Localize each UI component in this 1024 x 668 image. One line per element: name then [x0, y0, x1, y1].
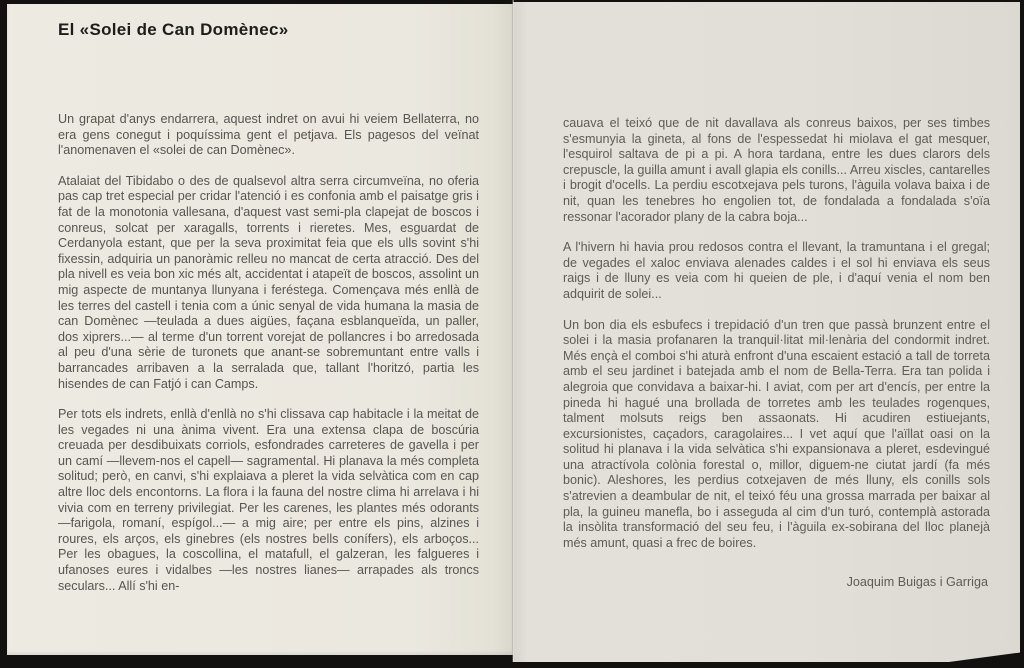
paragraph: A l'hivern hi havia prou redosos contra el llevant, la tramuntana i el gregal; de vegades el xaloc enviava alenades caldes i el sol hi enviava els seus raigs i de lluny es veia com hi queien de ple, i d'aquí venia el nom ben adquirit de solei... — [563, 240, 990, 301]
left-page — [7, 4, 513, 655]
page-title: El «Solei de Can Domènec» — [58, 20, 289, 39]
paragraph: Atalaiat del Tibidabo o des de qualsevol altra serra circumveïna, no oferia pas cap tret especial per cridar l'atenció i es confonia amb el paisatge gris i fat de la monotonia vallesana, d'aquest vast semi-pla clapejat de boscos i conreus, solcat per xaragalls, torrents i rieretes. Mes, esguardat de Cerdanyola estant, que per la seva proximitat feia que els ulls sovint s'hi fixessin, adquiria un panoràmic relleu no mancat de certa atracció. Des del pla nivell es veia bon xic més alt, accidentat i atapeït de boscos, assolint un mig aspecte de muntanya llunyana i feréstega. Començava més enllà de les terres del castell i tenia com a únic senyal de vida humana la masia de can Domènec —teulada a dues aigües, façana esblanqueïda, un paller, dos xiprers...— al terme d'un torrent vorejat de pollancres i bo arredosada al peu d'una sèrie de turonets que anant-se sobremuntant entre valls i barrancades arribaven a la serralada que, tallant l'horitzó, partia les hisendes de can Fatjó i can Camps. — [58, 173, 479, 391]
book-gutter-shadow — [512, 0, 514, 662]
paragraph: Per tots els indrets, enllà d'enllà no s'hi clissava cap habitacle i la meitat de les vegades ni una ànima vivent. Era una extensa clapa de boscúria creuada per desdibuixats corriols, esfondrades carreteres de gavella i per un camí —llevem-nos el capell— sagramental. Hi planava la més completa solitud; però, en canvi, s'hi explaiava a pleret la vida selvàtica com en cap altre lloc dels encontorns. La flora i la fauna del nostre clima hi arrelava i hi vivia com en terreny privilegiat. Per les carenes, les plantes més odorants —farigola, romaní, espígol...— a mig aire; per entre els pins, alzines i roures, els arços, els ginebres (els nostres bells conífers), els arboços... Per les obagues, la coscollina, el matafull, el galzeran, les falgueres i ufanoses eures i vidalbes —les nostres lianes— arrapades als troncs seculars... Allí s'hi en- — [58, 407, 479, 593]
paragraph: cauava el teixó que de nit davallava als conreus baixos, per ses timbes s'esmunyia la gineta, al fons de l'espessedat hi miolava el gat mesquer, l'esquirol saltava de pi a pi. A hora tardana, entre les dues clarors dels crepuscle, la guilla amunt i avall glapia els conills... Arreu xiscles, cantarelles i brogit d'ocells. La perdiu escotxejava pels turons, l'àguila volava baixa i de nit, quan les tenebres ho engolien tot, de fondalada a fondalada s'oïa ressonar l'acorador plany de la cabra boja... — [563, 116, 990, 224]
paragraph: Un bon dia els esbufecs i trepidació d'un tren que passà brunzent entre el solei i la masia profanaren la tranquil·litat mil·lenària del condormit indret. Més ençà el comboi s'hi aturà enfront d'una escaient estació a tall de torreta amb el seu jardinet i batejada amb el nom de Bella-Terra. Era tan polida i alegroia que convidava a baixar-hi. I aviat, com per art d'encís, per entre la pineda hi hagué una brollada de torretes amb les teulades rogenques, talment molsuts reigs ben assaonats. Hi acudiren estiuejants, excursionistes, caçadors, caragolaires... I vet aquí que l'aïllat oasi on la solitud hi planava i la vida selvàtica s'hi expansionava a pleret, esdevingué una atractívola colònia forestal o, millor, diguem-ne ciutat jardí (fa més bonic). Aleshores, les perdius cotxejaven de més lluny, els conills sols s'atrevien a deambular de nit, el teixó féu una grossa marrada per baixar al pla, la guineu manefla, bo i asseguda al cim d'un turó, contemplà astorada la insòlita transformació del seu feu, i l'àguila ex-sobirana del lloc planejà més amunt, quasi a frec de boires. — [563, 317, 990, 550]
right-page — [513, 2, 1020, 662]
paragraph: Un grapat d'anys endarrera, aquest indret on avui hi veiem Bellaterra, no era gens conegut i poquíssima gent el petjava. Els pagesos del veïnat l'anomenaven el «solei de can Domènec». — [58, 112, 479, 158]
right-page-text — [563, 116, 990, 591]
left-page-text — [58, 112, 479, 594]
author-signature: Joaquim Buigas i Garriga — [846, 575, 988, 590]
